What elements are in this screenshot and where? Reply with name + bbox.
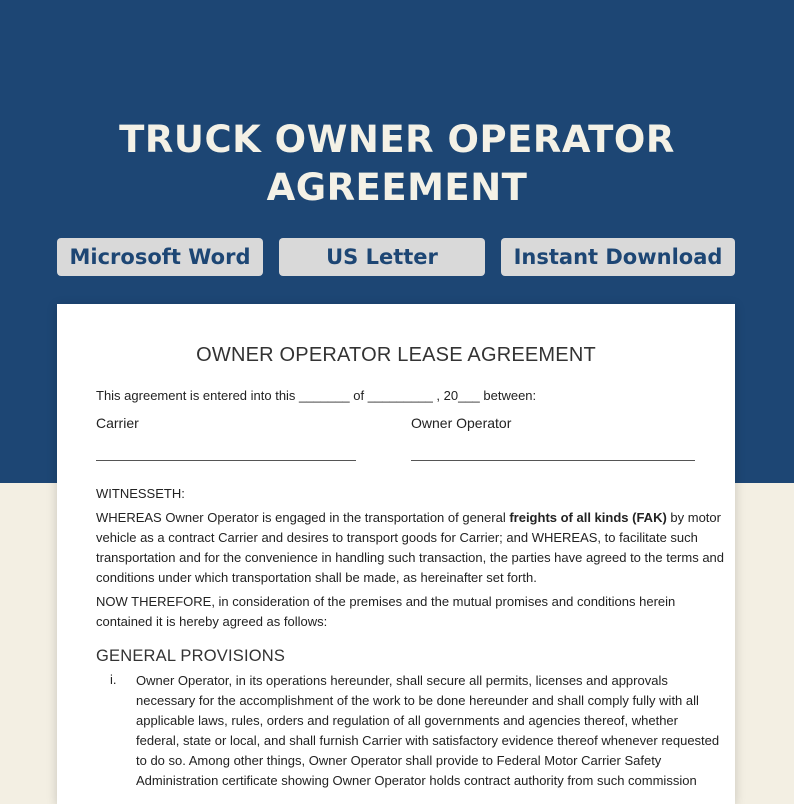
whereas-line-3: transportation and for the convenience in handling such transaction, the parties have agreed to the terms and (96, 550, 725, 565)
carrier-label: Carrier (96, 415, 139, 431)
carrier-signature-line (96, 460, 356, 461)
intro-line: This agreement is entered into this _______ of _________ , 20___ between: (96, 388, 537, 403)
badge-instant-download: Instant Download (501, 238, 735, 276)
section-heading-general-provisions: GENERAL PROVISIONS (96, 647, 286, 665)
provision-line: Owner Operator, in its operations hereunder, shall secure all permits, licenses and approvals (136, 673, 668, 688)
whereas-line-1 (96, 508, 721, 528)
title-line-1: TRUCK OWNER OPERATOR (119, 118, 675, 161)
now-therefore-line-1: NOW THEREFORE, in consideration of the premises and the mutual promises and conditions herein (96, 594, 676, 609)
provision-line: to do so. Among other things, Owner Operator shall provide to Federal Motor Carrier Safety (136, 753, 662, 768)
provision-number: i. (110, 672, 117, 687)
provision-line: necessary for the accomplishment of the work to be done hereunder and shall comply fully with all (136, 693, 699, 708)
now-therefore-paragraph (96, 592, 706, 632)
whereas-paragraph (96, 508, 725, 588)
provision-line: applicable laws, rules, orders and regulation of all governments and agencies thereof, whether (136, 713, 678, 728)
document-preview (57, 304, 735, 804)
whereas-line-4: conditions under which transportation shall be made, as hereinafter set forth. (96, 570, 537, 585)
provision-line: federal, state or local, and shall furnish Carrier with satisfactory evidence thereof whenever requested (136, 733, 720, 748)
owner-operator-signature-line (411, 460, 695, 461)
fak-bold-text: freights of all kinds (FAK) (509, 510, 667, 525)
provision-line: Administration certificate showing Owner Operator holds contract authority from such commission (136, 773, 697, 788)
witnesseth-label: WITNESSETH: (96, 486, 185, 501)
document-title: OWNER OPERATOR LEASE AGREEMENT (196, 344, 596, 366)
title-line-2: AGREEMENT (266, 166, 528, 209)
whereas-line-1-post: by motor (666, 510, 721, 525)
product-title (0, 116, 794, 212)
now-therefore-line-2: contained it is hereby agreed as follows: (96, 614, 328, 629)
whereas-line-2: vehicle as a contract Carrier and desires to transport goods for Carrier; and WHEREAS, to facilitate such (96, 530, 698, 545)
owner-operator-label: Owner Operator (411, 415, 512, 431)
provision-i-text (136, 671, 720, 791)
whereas-line-1-pre: WHEREAS Owner Operator is engaged in the transportation of general (96, 510, 510, 525)
badge-microsoft-word: Microsoft Word (57, 238, 263, 276)
badge-us-letter: US Letter (279, 238, 485, 276)
